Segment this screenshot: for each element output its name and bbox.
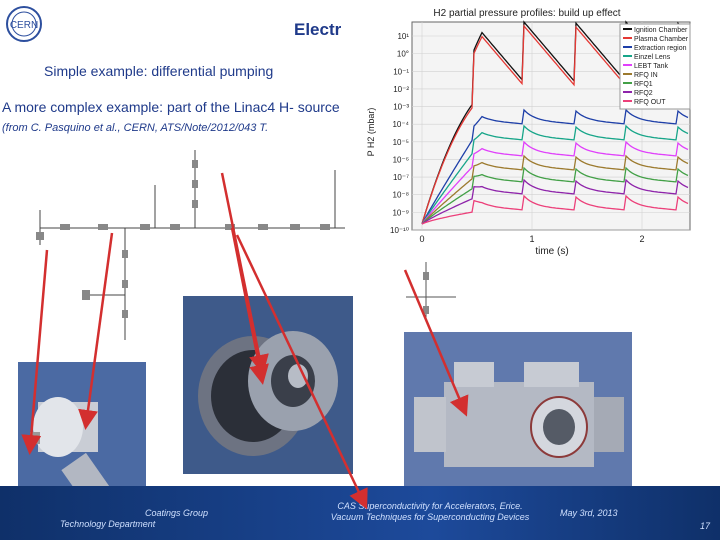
footer-course: Vacuum Techniques for Superconducting Devices: [330, 512, 530, 522]
legend-label: Einzel Lens: [634, 54, 671, 61]
y-tick-label: 10⁻⁶: [392, 155, 409, 165]
y-tick-label: 10⁻⁹: [392, 208, 409, 218]
footer-department: Technology Department: [60, 519, 156, 529]
footer-school: CAS Superconductivity for Accelerators, Erice.: [337, 501, 523, 511]
x-tick-label: 1: [529, 234, 535, 244]
plot-xlabel: time (s): [535, 246, 569, 257]
y-tick-label: 10⁻⁵: [392, 137, 409, 147]
footer-date: May 3rd, 2013: [560, 508, 618, 518]
slide-title: Electr: [294, 20, 342, 39]
y-tick-label: 10⁻⁴: [392, 120, 409, 130]
y-tick-label: 10⁻⁷: [392, 173, 409, 183]
cern-logo: [4, 4, 44, 44]
plot-title: H2 partial pressure profiles: build up effect: [433, 8, 621, 19]
y-tick-label: 10°: [396, 49, 409, 59]
legend-label: Plasma Chamber: [634, 36, 689, 43]
x-tick-label: 2: [639, 234, 645, 244]
footer-bar: [0, 486, 720, 540]
simple-example-text: Simple example: differential pumping: [44, 63, 274, 79]
y-tick-label: 10⁻⁸: [392, 190, 409, 200]
legend-label: Ignition Chamber: [634, 27, 688, 34]
plot-ylabel: P H2 (mbar): [366, 107, 376, 157]
h2-pressure-plot: [362, 2, 692, 260]
y-tick-label: 10⁻¹: [393, 67, 409, 77]
schematic-fragment: [396, 262, 462, 332]
page-number: 17: [700, 521, 711, 531]
x-tick-label: 0: [419, 234, 425, 244]
legend-label: RFQ1: [634, 81, 653, 88]
lebt-tank-render: [404, 332, 632, 512]
logo-text: CERN: [9, 20, 39, 31]
complex-example-main: A more complex example: part of the Linac4 H- source: [2, 99, 340, 115]
legend-label: RFQ IN: [634, 72, 658, 79]
extraction-component-render: [183, 296, 353, 474]
complex-example-reference: (from C. Pasquino et al., CERN, ATS/Note/2012/043 T.: [2, 122, 269, 134]
y-tick-label: 10⁻¹⁰: [390, 226, 409, 235]
legend-label: RFQ2: [634, 90, 653, 97]
footer-group: Coatings Group: [145, 508, 209, 518]
y-tick-label: 10⁻²: [393, 84, 409, 94]
legend-label: Extraction region: [634, 45, 687, 52]
complex-example-text: [2, 98, 362, 138]
legend-label: LEBT Tank: [634, 63, 668, 70]
y-tick-label: 10¹: [397, 32, 409, 41]
plot-legend: [620, 24, 690, 109]
y-tick-label: 10⁻³: [393, 102, 409, 112]
legend-label: RFQ OUT: [634, 99, 666, 106]
